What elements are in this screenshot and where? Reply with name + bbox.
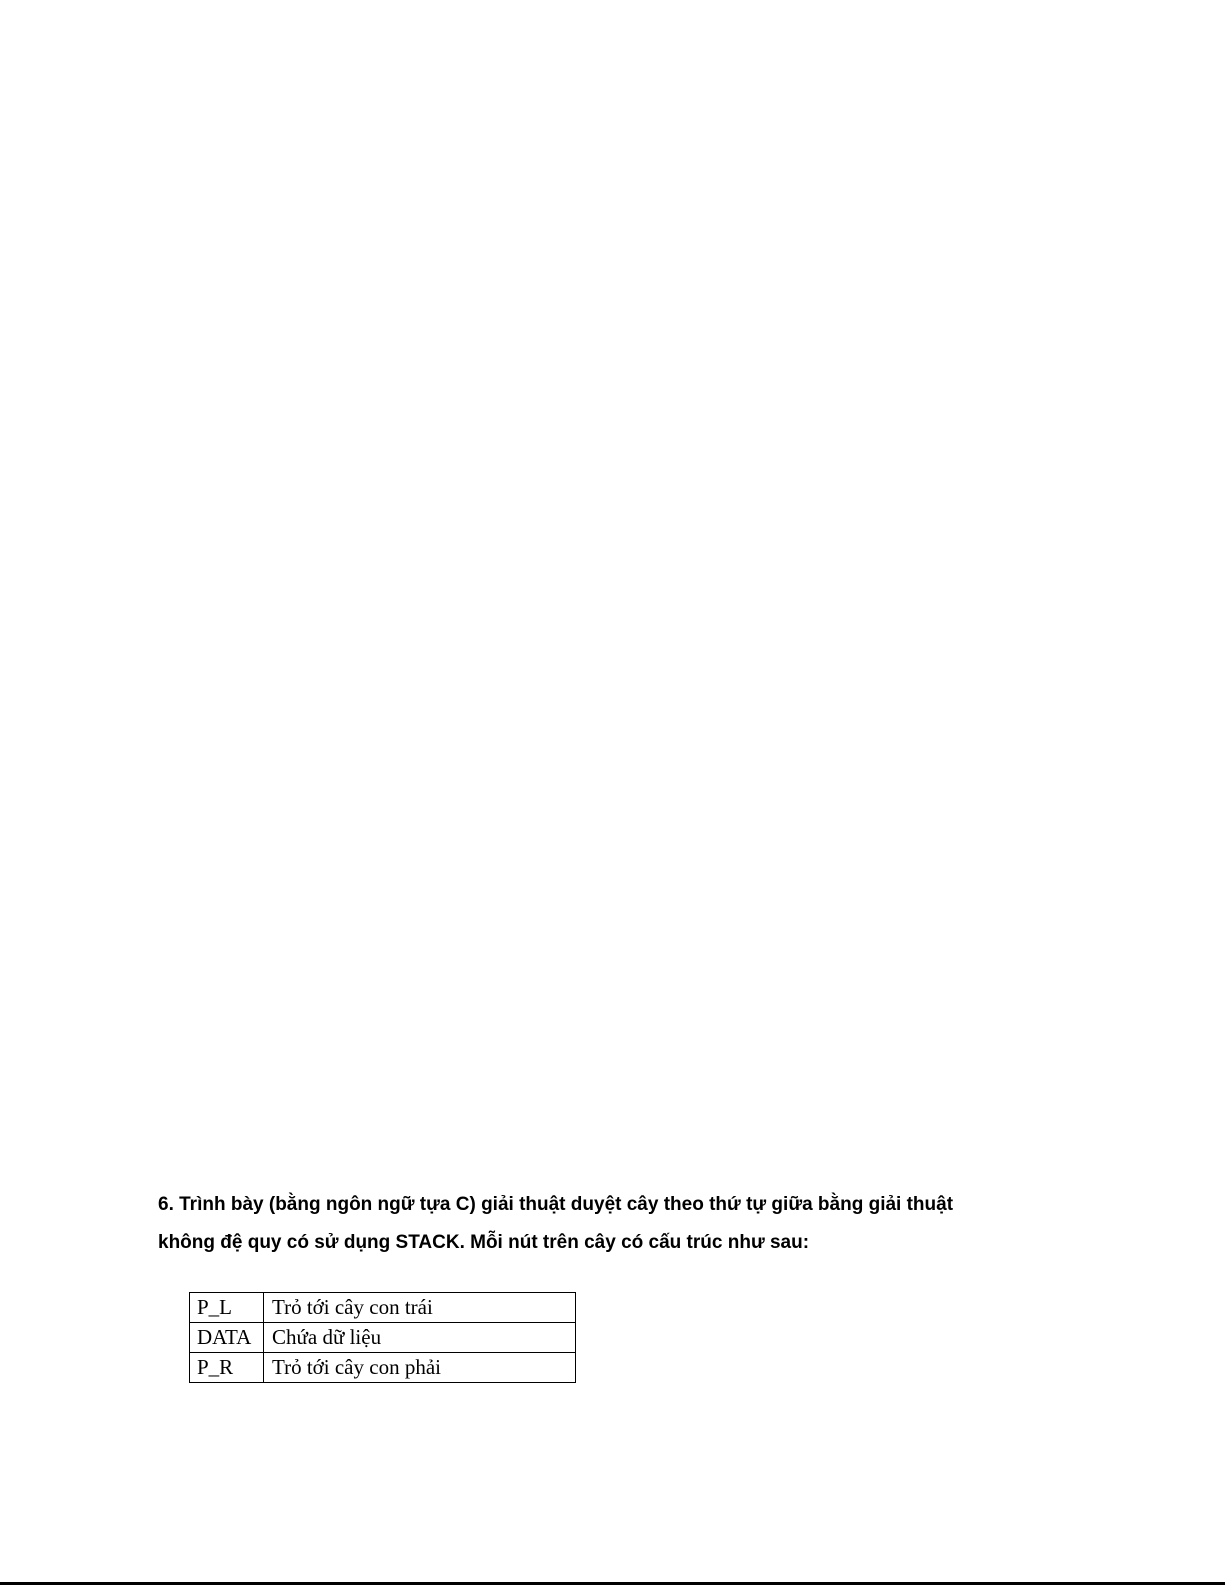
field-name-cell: DATA	[190, 1323, 264, 1353]
field-description-cell: Chứa dữ liệu	[264, 1323, 576, 1353]
field-name-cell: P_L	[190, 1293, 264, 1323]
field-name-cell: P_R	[190, 1353, 264, 1383]
question-text	[158, 1186, 1058, 1262]
node-structure-table	[189, 1292, 576, 1383]
field-description-cell: Trỏ tới cây con phải	[264, 1353, 576, 1383]
table-row	[190, 1353, 576, 1383]
field-description-cell: Trỏ tới cây con trái	[264, 1293, 576, 1323]
question-line-1: 6. Trình bày (bằng ngôn ngữ tựa C) giải thuật duyệt cây theo thứ tự giữa bằng giải thuật	[158, 1194, 954, 1215]
table-row	[190, 1293, 576, 1323]
question-line-2: không đệ quy có sử dụng STACK. Mỗi nút trên cây có cấu trúc như sau:	[158, 1232, 810, 1253]
table-row	[190, 1323, 576, 1353]
